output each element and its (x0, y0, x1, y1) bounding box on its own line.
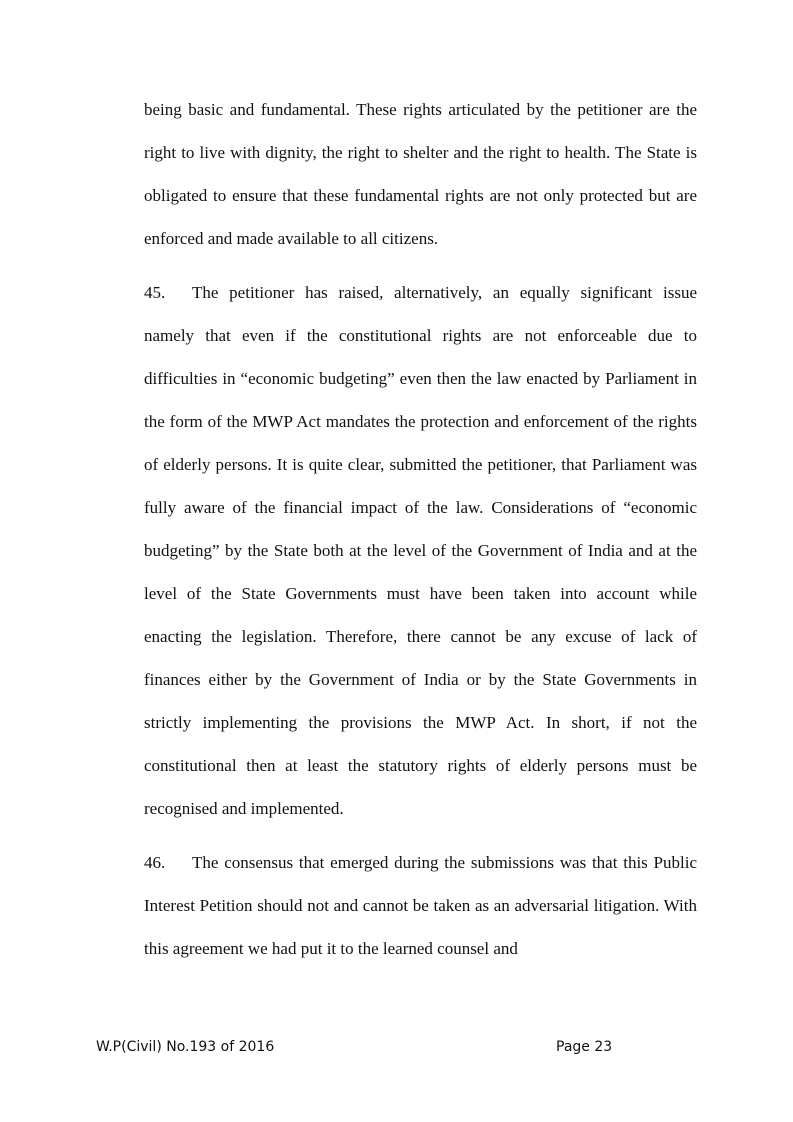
paragraph-text: The consensus that emerged during the submissions was that this Public Interest Petition should not and cannot be taken as an adversarial litigation. With this agreement we had put it to the learned counsel and (144, 853, 697, 958)
judgment-body (144, 88, 697, 970)
paragraph-text: being basic and fundamental. These rights articulated by the petitioner are the right to live with dignity, the right to shelter and the right to health. The State is obligated to ensure that these fundamental rights are not only protected but are enforced and made available to all citizens. (144, 100, 697, 248)
paragraph-45 (144, 271, 697, 830)
paragraph-number: 46. (144, 853, 166, 872)
paragraph-number: 45. (144, 283, 166, 302)
paragraph-continuation (144, 88, 697, 260)
paragraph-text: The petitioner has raised, alternatively, an equally significant issue namely that even if the constitutional rights are not enforceable due to difficulties in “economic budgeting” even then the law enacted by Parliament in the form of the MWP Act mandates the protection and enforcement of the rights of elderly persons. It is quite clear, submitted the petitioner, that Parliament was fully aware of the financial impact of the law. Considerations of “economic budgeting” by the State both at the level of the Government of India and at the level of the State Governments must have been taken into account while enacting the legislation. Therefore, there cannot be any excuse of lack of finances either by the Government of India or by the State Governments in strictly implementing the provisions the MWP Act. In short, if not the constitutional then at least the statutory rights of elderly persons must be recognised and implemented. (144, 283, 697, 818)
footer-case-number: W.P(Civil) No.193 of 2016 (96, 1039, 275, 1055)
footer-page-number: Page 23 (556, 1039, 613, 1055)
paragraph-46 (144, 841, 697, 970)
